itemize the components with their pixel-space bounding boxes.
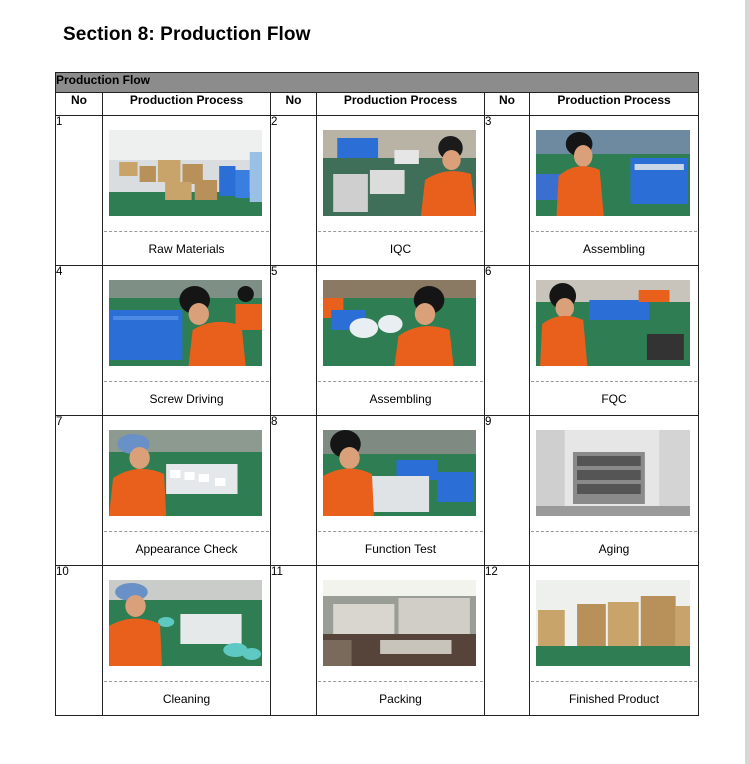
step-number: 1 (56, 116, 103, 266)
appearance-check-photo (109, 430, 262, 516)
page-edge (745, 0, 750, 764)
caption-divider (531, 381, 697, 382)
screw-driving-photo (109, 280, 262, 366)
process-cell (103, 266, 271, 416)
step-number: 8 (271, 416, 317, 566)
packing-photo (323, 580, 476, 666)
table-row (56, 266, 699, 416)
process-label: Screw Driving (149, 392, 224, 406)
process-cell (103, 416, 271, 566)
process-label: Appearance Check (135, 542, 238, 556)
caption-divider (531, 231, 697, 232)
process-label: Assembling (583, 242, 646, 256)
process-label: Function Test (364, 542, 437, 556)
header-process: Production Process (103, 93, 271, 116)
table-header-row (56, 93, 699, 116)
step-number: 12 (485, 566, 530, 716)
process-label: Packing (379, 692, 422, 706)
process-cell (317, 416, 485, 566)
caption-divider (104, 231, 269, 232)
process-cell (530, 116, 699, 266)
header-process: Production Process (530, 93, 699, 116)
process-label: Raw Materials (148, 242, 225, 256)
fqc-photo (536, 280, 690, 366)
process-cell (317, 566, 485, 716)
table-row (56, 566, 699, 716)
caption-divider (318, 381, 483, 382)
table-row (56, 116, 699, 266)
header-no: No (56, 93, 103, 116)
step-number: 5 (271, 266, 317, 416)
assembling-photo (536, 130, 690, 216)
process-cell (103, 566, 271, 716)
caption-divider (531, 681, 697, 682)
function-test-photo (323, 430, 476, 516)
aging-photo (536, 430, 690, 516)
process-label: Finished Product (568, 692, 660, 706)
iqc-photo (323, 130, 476, 216)
process-cell (103, 116, 271, 266)
header-no: No (485, 93, 530, 116)
table-caption: Production Flow (56, 73, 699, 93)
finished-product-photo (536, 580, 690, 666)
raw-materials-photo (109, 130, 262, 216)
step-number: 11 (271, 566, 317, 716)
step-number: 2 (271, 116, 317, 266)
process-label: IQC (389, 242, 412, 256)
production-flow-table (55, 72, 699, 716)
caption-divider (104, 381, 269, 382)
step-number: 7 (56, 416, 103, 566)
caption-divider (318, 231, 483, 232)
caption-divider (531, 531, 697, 532)
assembling-line-photo (323, 280, 476, 366)
caption-divider (104, 531, 269, 532)
caption-divider (318, 681, 483, 682)
process-label: Assembling (369, 392, 432, 406)
header-process: Production Process (317, 93, 485, 116)
section-title: Section 8: Production Flow (63, 24, 311, 45)
process-label: FQC (601, 392, 627, 406)
step-number: 3 (485, 116, 530, 266)
step-number: 4 (56, 266, 103, 416)
process-cell (530, 416, 699, 566)
step-number: 10 (56, 566, 103, 716)
process-cell (530, 266, 699, 416)
header-no: No (271, 93, 317, 116)
table-caption-row (56, 73, 699, 93)
process-label: Aging (598, 542, 630, 556)
caption-divider (318, 531, 483, 532)
process-label: Cleaning (162, 692, 211, 706)
table-row (56, 416, 699, 566)
cleaning-photo (109, 580, 262, 666)
process-cell (317, 116, 485, 266)
process-cell (530, 566, 699, 716)
step-number: 9 (485, 416, 530, 566)
caption-divider (104, 681, 269, 682)
process-cell (317, 266, 485, 416)
step-number: 6 (485, 266, 530, 416)
